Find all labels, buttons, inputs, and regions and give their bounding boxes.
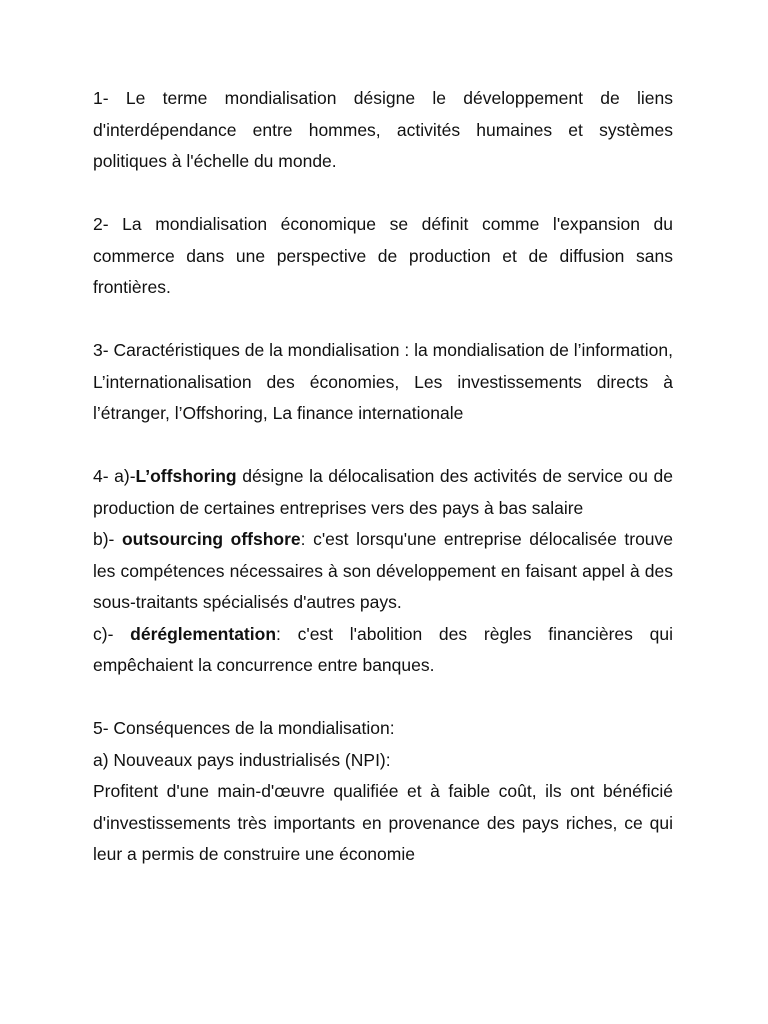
definition-text: désigne la délocalisation des activités de service ou de production de certaines entreprises vers des pays à bas salaire [93, 466, 674, 518]
paragraph-5a: Profitent d'une main-d'œuvre qualifiée et à faible coût, ils ont bénéficié d'investissements très importants en provenance des pays riches, ce qui leur a permis de construire une économie [93, 781, 673, 864]
definition-text: : c'est lorsqu'une entreprise délocalisée trouve les compétences nécessaires à son développement en faisant appel à des sous-traitants spécialisés d'autres pays. [93, 529, 674, 612]
definition-text: : c'est l'abolition des règles financières qui empêchaient la concurrence entre banques. [93, 623, 673, 675]
item-prefix: 4- a)- [93, 466, 136, 486]
paragraph-3: 3- Caractéristiques de la mondialisation : la mondialisation de l’information, L’internationalisation des économies, Les investissements directs à l’étranger, l’Offshoring, La finance internationale [93, 340, 673, 423]
section-5-title: 5- Conséquences de la mondialisation: [93, 718, 395, 738]
paragraph-2: 2- La mondialisation économique se définit comme l'expansion du commerce dans une perspective de production et de diffusion sans frontières. [93, 214, 673, 297]
item-prefix: b)- [93, 529, 122, 549]
term-offshoring: L’offshoring [135, 466, 237, 486]
term-outsourcing-offshore: outsourcing offshore [121, 529, 301, 549]
term-dereglementation: déréglementation [130, 623, 277, 644]
document-page [93, 83, 673, 871]
paragraph-4a [93, 461, 673, 524]
item-prefix: c)- [93, 623, 131, 644]
paragraph-4c [93, 619, 673, 682]
subsection-5a-title: a) Nouveaux pays industrialisés (NPI): [93, 749, 391, 770]
paragraph-1: 1- Le terme mondialisation désigne le développement de liens d'interdépendance entre hommes, activités humaines et systèmes politiques à l'échelle du monde. [93, 88, 673, 171]
paragraph-4b [93, 524, 673, 619]
